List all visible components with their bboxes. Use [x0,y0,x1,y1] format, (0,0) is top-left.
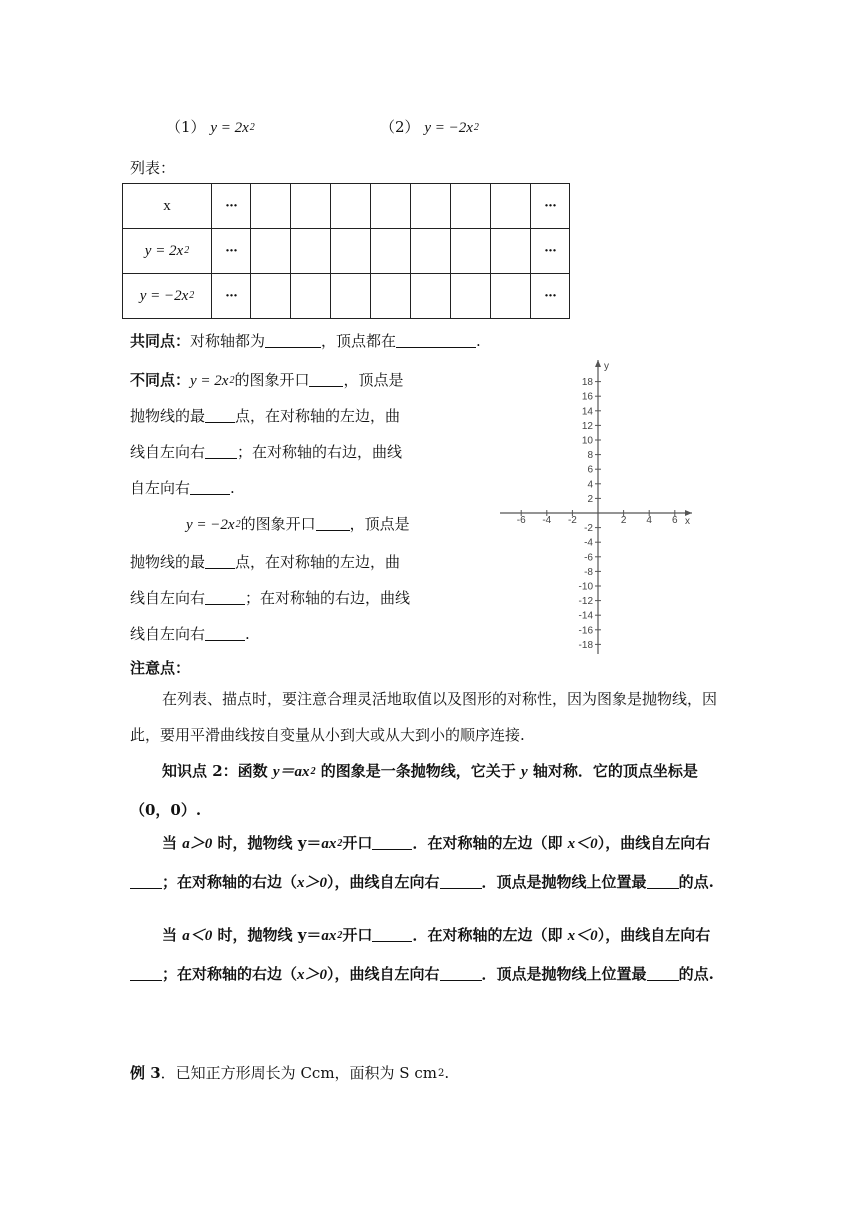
x-tick-label: 6 [672,515,678,526]
knowledge-cond: x＜0 [567,928,598,944]
knowledge-expr: ax [321,836,337,852]
diff-a-line-1 [130,369,403,390]
y-tick-label: 2 [587,493,593,505]
table-cell[interactable] [411,274,451,319]
knowledge-cond: x＜0 [567,836,598,852]
common-text-1: 对称轴都为 [190,332,266,350]
row-header [123,274,212,319]
table-cell[interactable] [251,274,291,319]
y-tick-label: 10 [581,435,593,447]
table-cell[interactable] [331,229,371,274]
table-cell[interactable] [291,229,331,274]
answer-blank[interactable] [130,966,162,981]
diff-b-text: ；在对称轴的右边，曲线 [245,589,411,607]
answer-blank[interactable] [647,966,679,981]
negative-a-paragraph [130,917,730,993]
knowledge-paragraph [130,753,730,828]
knowledge-exp: 2 [337,930,343,941]
diff-b-expr: y = −2x [186,517,235,533]
row-header [123,229,212,274]
y-tick-label: -6 [584,552,593,564]
x-tick-label: -4 [542,515,552,526]
diff-a-text: ，顶点是 [343,371,404,389]
table-row [123,274,570,319]
row-header: x [123,184,212,229]
common-end: . [476,332,481,350]
y-tick-label: -2 [584,523,593,535]
knowledge-cond: x＞0 [297,967,328,983]
y-tick-label: -14 [578,610,593,622]
table-cell[interactable] [371,229,411,274]
diff-a-text: ；在对称轴的右边，曲线 [237,443,403,461]
answer-blank[interactable] [316,516,350,531]
knowledge-text: 的点. [678,873,714,891]
table-intro: 列表： [130,159,176,177]
knowledge-text: ．顶点是抛物线上位置最 [481,873,647,891]
table-cell[interactable] [411,184,451,229]
table-cell[interactable] [451,229,491,274]
common-points [130,330,481,351]
diff-a-text: . [230,479,235,497]
lead-ellipsis: ··· [212,184,251,229]
example-exp: 2 [437,1068,445,1079]
answer-blank[interactable] [372,835,412,850]
knowledge-var: y [521,764,528,780]
diff-b-exp: 2 [235,519,241,530]
table-cell[interactable] [491,274,531,319]
function-1 [166,116,255,137]
trail-ellipsis: ··· [531,274,570,319]
table-cell[interactable] [411,229,451,274]
y-axis-label: y [604,361,609,372]
diff-b-text: 线自左向右 [130,625,206,643]
answer-blank[interactable] [205,590,245,605]
knowledge-text: ；在对称轴的右边（ [162,873,298,891]
answer-blank[interactable] [440,966,482,981]
function-2-expr: y = −2x [424,120,473,136]
answer-blank[interactable] [205,444,237,459]
diff-b-text: 点，在对称轴的左边，曲 [235,553,401,571]
x-tick-label: 2 [620,515,627,526]
diff-a-text: 点，在对称轴的左边，曲 [235,407,401,425]
table-cell[interactable] [451,274,491,319]
y-tick-label: 6 [587,464,593,476]
knowledge-text: 当 [162,834,183,852]
diff-a-line-4 [130,477,235,498]
function-2-label: （2） [380,118,420,136]
knowledge-cond: a＞0 [182,836,213,852]
y-tick-label: -18 [578,639,593,651]
y-tick-label: 12 [581,420,593,432]
function-1-label: （1） [166,118,206,136]
answer-blank[interactable] [205,554,235,569]
y-tick-label: -4 [584,537,593,549]
diff-b-line-4 [130,623,250,644]
knowledge-text: ），曲线自左向右 [597,834,711,852]
function-2-exp: 2 [473,122,479,133]
table-cell[interactable] [491,184,531,229]
knowledge-text: 时，抛物线 y＝ [212,926,322,944]
diff-label: 不同点： [130,371,191,389]
knowledge-text: 时，抛物线 y＝ [212,834,322,852]
example-end: . [444,1064,450,1082]
y-tick-label: 18 [581,377,593,389]
diff-a-line-3 [130,441,402,462]
knowledge-expr: y＝ax [272,764,310,780]
example-label: 例 3 [130,1064,161,1082]
answer-blank[interactable] [372,927,412,942]
knowledge-text: ．在对称轴的左边（即 [412,834,568,852]
positive-a-paragraph [130,825,730,901]
diff-a-exp: 2 [229,375,235,386]
example-text: ．已知正方形周长为 Ccm，面积为 S cm [160,1064,437,1082]
knowledge-expr: ax [321,928,337,944]
y-tick-label: 8 [587,450,593,462]
y-tick-label: -16 [578,625,593,637]
y-tick-label: -8 [584,566,593,578]
answer-blank[interactable] [440,874,482,889]
table-cell[interactable] [331,184,371,229]
diff-a-text: 线自左向右 [130,443,206,461]
trail-ellipsis: ··· [531,184,570,229]
table-cell[interactable] [491,229,531,274]
table-cell[interactable] [331,274,371,319]
y-tick-label: 14 [581,406,593,418]
function-1-exp: 2 [249,122,255,133]
y-tick-label: 4 [587,479,593,491]
knowledge-cond: a＜0 [182,928,213,944]
knowledge-text: ），曲线自左向右 [327,965,440,983]
table-cell[interactable] [251,229,291,274]
coordinate-axes[interactable] [496,356,700,658]
value-table [122,183,570,319]
answer-blank[interactable] [647,874,679,889]
diff-b-line-2 [130,551,400,572]
knowledge-text: 开口 [342,926,373,944]
table-cell[interactable] [371,274,411,319]
diff-b-text: . [245,625,250,643]
table-row [123,184,570,229]
x-tick-label: 4 [646,515,652,526]
answer-blank[interactable] [130,874,162,889]
knowledge-text: 的图象是一条抛物线，它关于 [315,762,522,780]
x-axis-label: x [685,516,690,527]
notes-body: 在列表、描点时，要注意合理灵活地取值以及图形的对称性，因为图象是抛物线，因此，要用平滑曲线按自变量从小到大或从大到小的顺序连接. [130,690,718,744]
knowledge-text: ；在对称轴的右边（ [162,965,298,983]
diff-b-line-3 [130,587,410,608]
knowledge-text: ．顶点是抛物线上位置最 [481,965,647,983]
answer-blank[interactable] [309,372,343,387]
row-header-expr: y = 2x [144,242,184,259]
table-cell[interactable] [251,184,291,229]
x-tick-label: -2 [567,515,577,526]
lead-ellipsis: ··· [212,274,251,319]
x-tick-label: -6 [516,515,526,526]
lead-ellipsis: ··· [212,229,251,274]
table-cell[interactable] [291,184,331,229]
knowledge-text: 开口 [342,834,373,852]
y-axis-arrow-icon [595,360,601,367]
knowledge-exp: 2 [337,838,343,849]
row-header-exp: 2 [184,244,190,256]
knowledge-text: 当 [162,926,183,944]
answer-blank[interactable] [205,408,235,423]
table-cell[interactable] [451,184,491,229]
table-cell[interactable] [371,184,411,229]
example-3 [130,1062,449,1083]
answer-blank[interactable] [265,333,321,348]
diff-a-expr: y = 2x [190,373,229,389]
common-text-2: ，顶点都在 [321,332,397,350]
diff-a-text: 抛物线的最 [130,407,206,425]
knowledge-text: ．在对称轴的左边（即 [412,926,568,944]
diff-b-line-1 [186,513,410,534]
diff-b-text: 线自左向右 [130,589,206,607]
table-row [123,229,570,274]
diff-a-text: 的图象开口 [234,371,310,389]
answer-blank[interactable] [190,480,230,495]
diff-b-text: ，顶点是 [349,515,410,533]
knowledge-text: 轴对称．它的顶点坐标是（0，0）. [130,762,698,819]
y-tick-label: -12 [578,596,593,608]
knowledge-text: 的点. [678,965,714,983]
trail-ellipsis: ··· [531,229,570,274]
knowledge-exp: 2 [310,766,316,777]
diff-a-text: 自左向右 [130,479,191,497]
function-1-expr: y = 2x [210,120,249,136]
answer-blank[interactable] [205,626,245,641]
diff-b-text: 抛物线的最 [130,553,206,571]
y-tick-label: -10 [578,581,593,593]
answer-blank[interactable] [396,333,476,348]
table-cell[interactable] [291,274,331,319]
function-2 [380,116,479,137]
knowledge-text: ），曲线自左向右 [597,926,711,944]
diff-a-line-2 [130,405,400,426]
knowledge-cond: x＞0 [297,875,328,891]
common-label: 共同点： [130,332,191,350]
notes-label: 注意点： [130,659,191,677]
row-header-expr: y = −2x [139,287,189,304]
row-header-exp: 2 [189,289,195,301]
y-tick-label: 16 [581,391,593,403]
diff-b-text: 的图象开口 [240,515,316,533]
knowledge-text: ），曲线自左向右 [327,873,440,891]
knowledge-text: 知识点 2：函数 [162,762,273,780]
